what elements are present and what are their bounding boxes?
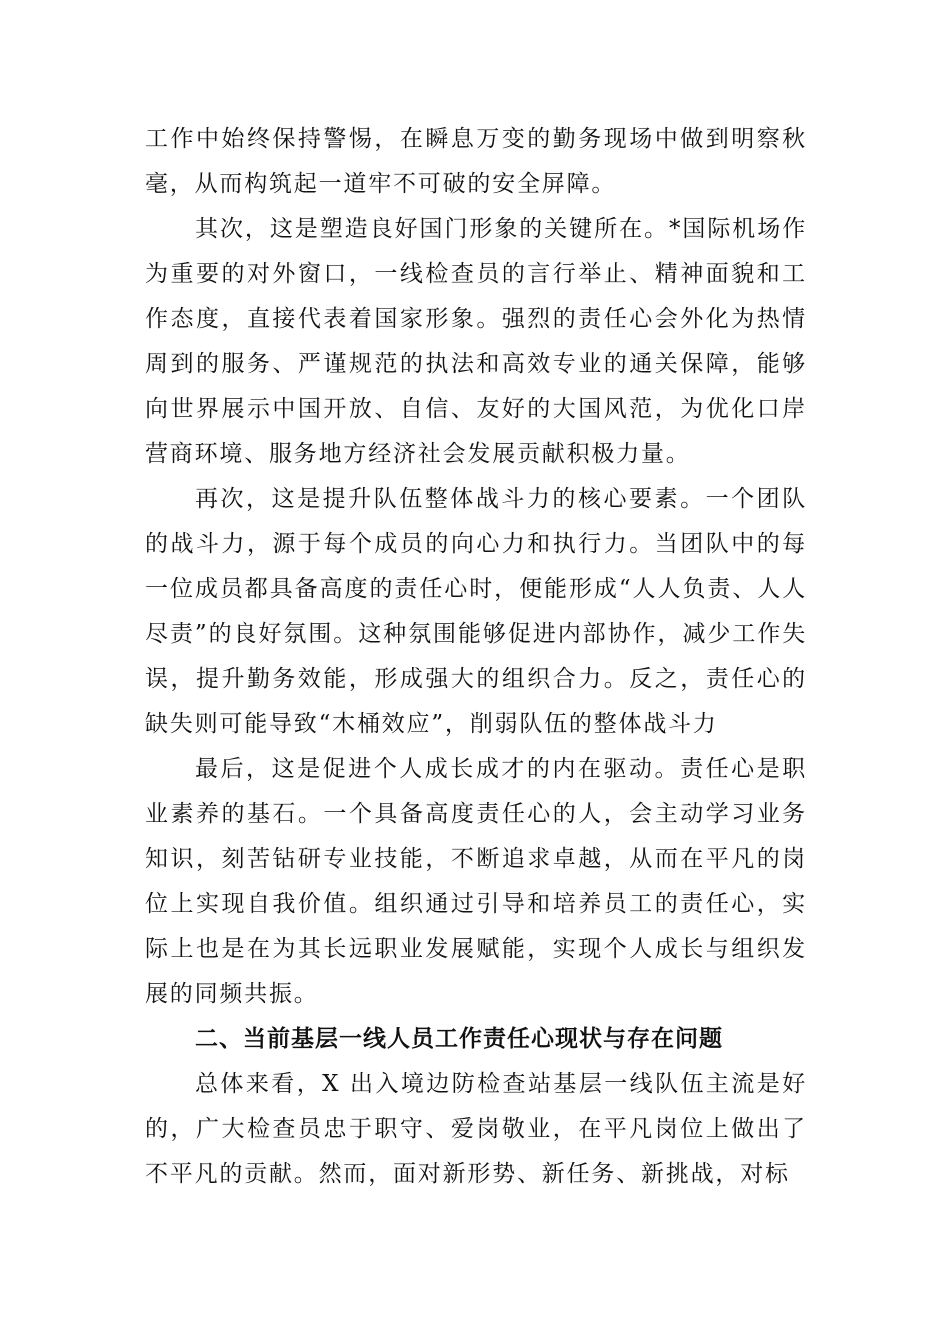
paragraph-continuation: 工作中始终保持警惕，在瞬息万变的勤务现场中做到明察秋毫，从而构筑起一道牢不可破的安全屏障。: [145, 126, 807, 197]
paragraph-national-image: 其次，这是塑造良好国门形象的关键所在。*国际机场作为重要的对外窗口，一线检查员的言行举止、精神面貌和工作态度，直接代表着国家形象。强烈的责任心会外化为热情周到的服务、严谨规范的执法和高效专业的通关保障，能够向世界展示中国开放、自信、友好的大国风范，为优化口岸营商环境、服务地方经济社会发展贡献积极力量。: [145, 216, 807, 467]
paragraph-team-strength: 再次，这是提升队伍整体战斗力的核心要素。一个团队的战斗力，源于每个成员的向心力和执行力。当团队中的每一位成员都具备高度的责任心时，便能形成“人人负责、人人尽责”的良好氛围。这种氛围能够促进内部协作，减少工作失误，提升勤务效能，形成强大的组织合力。反之，责任心的缺失则可能导致“木桶效应”，削弱队伍的整体战斗力: [145, 486, 807, 737]
paragraph-overview: 总体来看，X 出入境边防检查站基层一线队伍主流是好的，广大检查员忠于职守、爱岗敬业，在平凡岗位上做出了不平凡的贡献。然而，面对新形势、新任务、新挑战，对标: [145, 1071, 807, 1187]
document-body: [145, 117, 807, 1197]
paragraph-personal-growth: 最后，这是促进个人成长成才的内在驱动。责任心是职业素养的基石。一个具备高度责任心的人，会主动学习业务知识，刻苦钻研专业技能，不断追求卓越，从而在平凡的岗位上实现自我价值。组织通过引导和培养员工的责任心，实际上也是在为其长远职业发展赋能，实现个人成长与组织发展的同频共振。: [145, 756, 807, 1007]
section-heading: 二、当前基层一线人员工作责任心现状与存在问题: [195, 1026, 723, 1052]
